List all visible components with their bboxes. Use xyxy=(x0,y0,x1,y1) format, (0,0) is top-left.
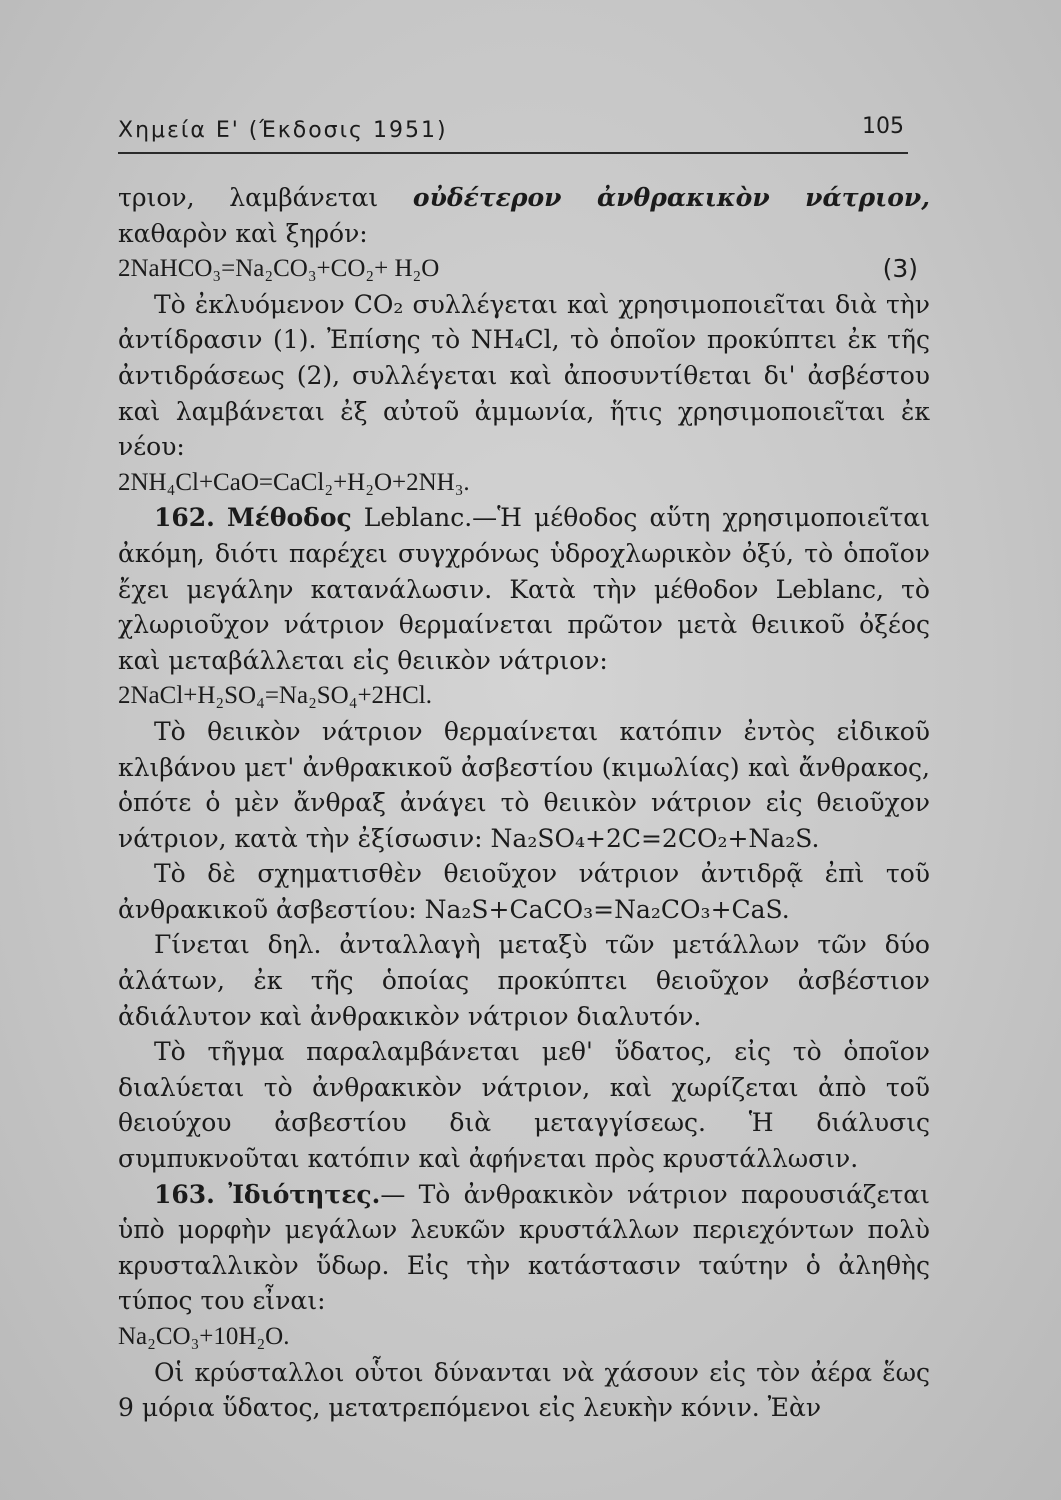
section-163 xyxy=(118,1177,930,1319)
equation-nacl: 2NaCl+H₂SO₄=Na₂SO₄+2HCl. xyxy=(118,682,432,710)
section-162 xyxy=(118,500,930,678)
equation-3-text: 2NaHCO₃=Na₂CO₃+CO₂+ H₂O xyxy=(118,255,440,283)
paragraph-furnace: Τὸ θειικὸν νάτριον θερμαίνεται κατόπιν ἐντὸς εἰδικοῦ κλιβάνου μετ' ἀνθρακικοῦ ἀσβεστίου (κιμωλίας) καὶ ἄνθρακος, ὁπότε ὁ μὲν ἄνθραξ ἀνάγει τὸ θειικὸν νάτριον εἰς θειοῦχον νάτριον, κατὰ τὴν ἐξίσωσιν: Na₂SO₄+2C=2CO₂+Na₂S. xyxy=(118,716,930,853)
equation-hydrate: Na₂CO₃+10H₂O. xyxy=(118,1323,290,1350)
paragraph-exchange: Γίνεται δηλ. ἀνταλλαγὴ μεταξὺ τῶν μετάλλων τῶν δύο ἀλάτων, ἐκ τῆς ὁποίας προκύπτει θειοῦχον ἀσβέστιον ἀδιάλυτον καὶ ἀνθρακικὸν νάτριον διαλυτόν. xyxy=(118,930,930,1031)
page-body xyxy=(118,180,930,1426)
section-163-title: Ἰδιότητες. xyxy=(228,1179,381,1209)
paragraph-crystals: Οἱ κρύσταλλοι οὗτοι δύνανται νὰ χάσουν εἰς τὸν ἀέρα ἕως 9 μόρια ὕδατος, μετατρεπόμενοι εἰς λευκὴν κόνιν. Ἐὰν xyxy=(118,1357,930,1423)
p1-emphasis: οὐδέτερον ἀνθρακικὸν νάτριον, xyxy=(412,183,930,212)
paragraph-sulfide: Τὸ δὲ σχηματισθὲν θειοῦχον νάτριον ἀντιδρᾷ ἐπὶ τοῦ ἀνθρακικοῦ ἀσβεστίου: Na₂S+CaCO₃=Na₂CO₃+CaS. xyxy=(118,859,930,924)
page-number: 105 xyxy=(862,114,904,139)
section-163-number: 163. xyxy=(154,1179,215,1209)
paragraph-co2: Τὸ ἐκλυόμενον CO₂ συλλέγεται καὶ χρησιμοποιεῖται διὰ τὴν ἀντίδρασιν (1). Ἐπίσης τὸ NH₄Cl, τὸ ὁποῖον προκύπτει ἐκ τῆς ἀντιδράσεως (2), συλλέγεται καὶ ἀποσυντίθεται δι' ἀσβέστου καὶ λαμβάνεται ἐξ αὐτοῦ ἀμμωνία, ἥτις χρησιμοποιεῖται ἐκ νέου: xyxy=(118,289,930,462)
header-title: Χημεία Ε' (Έκδοσις 1951) xyxy=(118,118,448,143)
equation-number: (3) xyxy=(882,254,918,284)
equation-3 xyxy=(118,251,930,287)
running-header xyxy=(118,112,908,154)
section-162-text: Leblanc.—Ἡ μέθοδος αὕτη χρησιμοποιεῖται ἀκόμη, διότι παρέχει συγχρόνως ὑδροχλωρικὸν ὀξύ, τὸ ὁποῖον ἔχει μεγάλην κατανάλωσιν. Κατὰ τὴν μέθοδον Leblanc, τὸ χλωριοῦχον νάτριον θερμαίνεται πρῶτον μετὰ θειικοῦ ὀξέος καὶ μεταβάλλεται εἰς θειικὸν νάτριον: xyxy=(118,503,930,675)
paragraph-continuation xyxy=(118,180,930,251)
p1-text: τριον, λαμβάνεται xyxy=(118,183,413,212)
section-162-number: 162. xyxy=(154,503,215,533)
paragraph-melt: Τὸ τῆγμα παραλαμβάνεται μεθ' ὕδατος, εἰς τὸ ὁποῖον διαλύεται τὸ ἀνθρακικὸν νάτριον, καὶ χωρίζεται ἀπὸ τοῦ θειούχου ἀσβεστίου διὰ μεταγγίσεως. Ἡ διάλυσις συμπυκνοῦται κατόπιν καὶ ἀφήνεται πρὸς κρυστάλλωσιν. xyxy=(118,1037,930,1174)
section-162-title: Μέθοδος xyxy=(226,503,352,533)
section-163-text: — Τὸ ἀνθρακικὸν νάτριον παρουσιάζεται ὑπὸ μορφὴν μεγάλων λευκῶν κρυστάλλων περιεχόντων πολὺ κρυσταλλικὸν ὕδωρ. Εἰς τὴν κατάστασιν ταύτην ὁ ἀληθὴς τύπος του εἶναι: xyxy=(118,1179,930,1316)
equation-nh4cl: 2NH₄Cl+CaO=CaCl₂+H₂O+2NH₃. xyxy=(118,468,470,496)
p1-rest: καθαρὸν καὶ ξηρόν: xyxy=(118,218,368,248)
